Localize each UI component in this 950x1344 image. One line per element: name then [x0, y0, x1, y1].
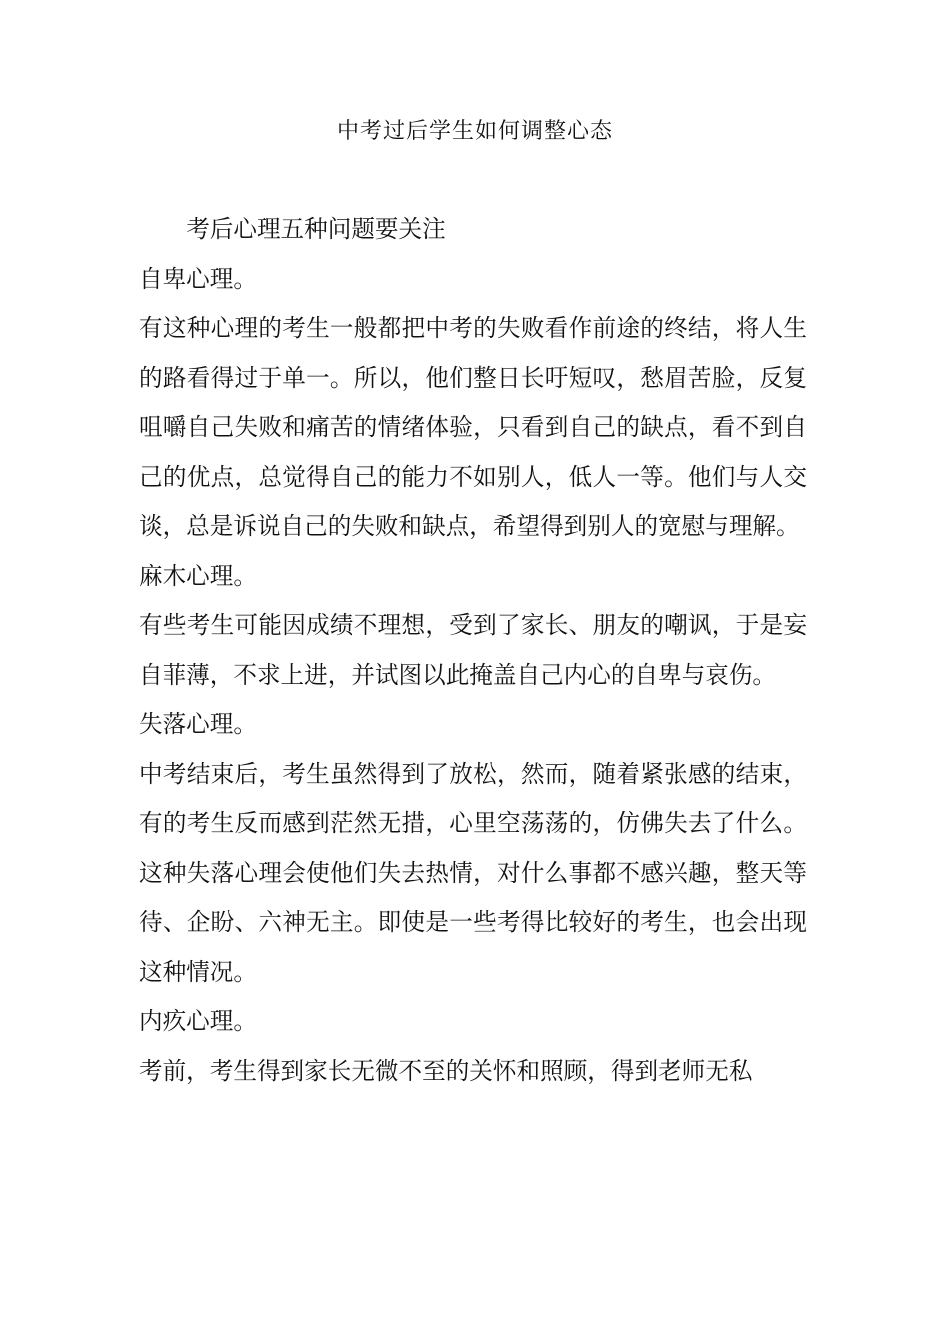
section-heading-loss: 失落心理。: [139, 710, 257, 738]
section-paragraph-inferiority: 有这种心理的考生一般都把中考的失败看作前途的终结，将人生的路看得过于单一。所以，他们整日长吁短叹，愁眉苦脸，反复咀嚼自己失败和痛苦的情绪体验，只看到自己的缺点，看不到自己的优点，总觉得自己的能力不如别人，低人一等。他们与人交谈，总是诉说自己的失败和缺点，希望得到别人的宽慰与理解。: [139, 314, 807, 540]
section-paragraph-guilt: 考前，考生得到家长无微不至的关怀和照顾，得到老师无私: [139, 1056, 753, 1085]
section-heading-guilt: 内疚心理。: [139, 1007, 257, 1035]
document-body: [139, 205, 807, 1096]
section-heading-numbness: 麻木心理。: [139, 561, 257, 590]
section-paragraph-loss: 中考结束后，考生虽然得到了放松，然而，随着紧张感的结束，有的考生反而感到茫然无措，心里空荡荡的，仿佛失去了什么。这种失落心理会使他们失去热情，对什么事都不感兴趣，整天等待、企盼、六神无主。即使是一些考得比较好的考生，也会出现这种情况。: [139, 759, 807, 986]
section-heading-inferiority: 自卑心理。: [139, 264, 257, 293]
section-paragraph-numbness: 有些考生可能因成绩不理想，受到了家长、朋友的嘲讽，于是妄自菲薄，不求上进，并试图以此掩盖自己内心的自卑与哀伤。: [139, 611, 807, 689]
document-title: 中考过后学生如何调整心态: [336, 119, 613, 144]
section-subtitle: 考后心理五种问题要关注: [186, 215, 446, 243]
